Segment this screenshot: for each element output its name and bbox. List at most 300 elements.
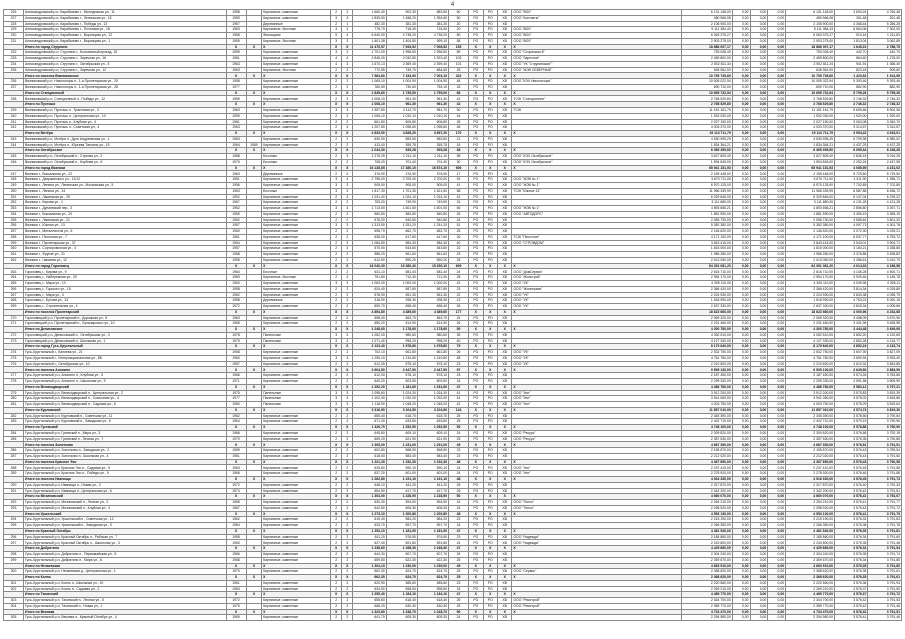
living-area-cell: 662,70 (386, 229, 417, 235)
year-commission-cell: X (246, 563, 262, 569)
management-org-cell: ООО "ВОХ" (512, 27, 681, 33)
wall-material-cell: Кирпичные, каменные (262, 482, 331, 488)
unit-cost-limit-cell: 442,70 (868, 50, 902, 56)
year-built-cell: 1962 (226, 517, 246, 523)
management-org-cell: ООО "Надежда" (512, 534, 681, 540)
zero-cell: 0,00 (750, 609, 768, 615)
wall-material-cell: X (262, 90, 331, 96)
method-cell: XB (497, 246, 511, 252)
residents-cell: 24 (449, 523, 469, 529)
living-area-cell: 606,80 (386, 119, 417, 125)
unit-cost-limit-cell: 3 819,30 (868, 407, 902, 413)
management-org-cell: ООО "Тепло" (512, 500, 681, 506)
zero-cell: 0,00 (768, 142, 786, 148)
residential-area-cell: 2 447,50 (417, 367, 448, 373)
year-built-cell: 1967 (226, 200, 246, 206)
zero-cell: 0,00 (768, 67, 786, 73)
residents-cell: 606 (449, 165, 469, 171)
wall-material-cell: Кирпичные, каменные (262, 540, 331, 546)
fund-cost-cell: 4 305 110,00 (786, 280, 835, 286)
year-built-cell: 1979 (226, 338, 246, 344)
residential-area-cell: 1 231,00 (417, 442, 448, 448)
floors-cell: 2 (331, 200, 342, 206)
total-area-cell: 578,90 (353, 292, 386, 298)
residents-cell: 101 (449, 61, 469, 67)
management-org-cell: X (512, 309, 681, 315)
residents-cell: 24 (449, 465, 469, 471)
fund-cost-cell: 4 734 470,00 (786, 609, 835, 615)
residential-area-cell: 905,00 (417, 182, 448, 188)
fund-cost-cell: 6 329 846,00 (786, 194, 835, 200)
residents-cell: 89 (449, 50, 469, 56)
unit-cost-limit-cell: 2 746,32 (868, 102, 902, 108)
entrances-cell: 2 (342, 598, 353, 604)
unit-cost-cell: 3 852,24 (835, 344, 868, 350)
management-org-cell: X (512, 102, 681, 108)
year-built-cell: X (226, 609, 246, 615)
entrances-cell: 2 (342, 540, 353, 546)
zero-cell: 0,00 (750, 159, 768, 165)
zero-cell: 0,00 (732, 390, 750, 396)
wall-material-cell: Кирпичные, каменные (262, 223, 331, 229)
living-area-cell: 1 735,50 (386, 90, 417, 96)
unit-cost-cell: 3 576,36 (835, 580, 868, 586)
floors-cell: 3 (331, 108, 342, 114)
fund-cost-cell: 2 304 240,00 (786, 551, 835, 557)
method-cell: PO (483, 471, 497, 477)
living-area-cell: 614,90 (386, 321, 417, 327)
entrances-cell: 2 (342, 419, 353, 425)
zero-cell: 0,00 (768, 33, 786, 39)
entrances-cell: 1 (342, 21, 353, 27)
residential-area-cell: 540,80 (417, 217, 448, 223)
year-built-cell: 1959 (226, 211, 246, 217)
address-cell: Александровский р-н, Струнино г., Октябрьская ул., 5 (24, 61, 227, 67)
floors-cell: 2 (331, 154, 342, 160)
zero-cell: 0,00 (750, 148, 768, 154)
fund-cost-cell: 4 761 780,00 (786, 355, 835, 361)
total-area-cell: 620,40 (353, 286, 386, 292)
total-area-cell: 612,30 (353, 361, 386, 367)
wall-material-cell: Кирпичные, каменные (262, 280, 331, 286)
fund-cost-cell: 1 815 000,00 (786, 246, 835, 252)
zero-cell: 0,00 (732, 448, 750, 454)
address-cell: Гусь-Хрустальный р-н, Анопино п., Школьная ул., 9 (24, 379, 227, 385)
method-cell: PO (483, 61, 497, 67)
method-cell: PO (469, 246, 483, 252)
floors-cell: X (331, 309, 342, 315)
zero-cell: 0,00 (768, 171, 786, 177)
fund-cost-cell: 2 210 600,00 (786, 361, 835, 367)
zero-cell: 0,00 (750, 38, 768, 44)
method-cell: XB (497, 136, 511, 142)
fund-cost-cell: 3 670 711,00 (786, 177, 835, 183)
unit-cost-cell: 3 576,37 (835, 586, 868, 592)
fund-cost-cell: 4 660 070,00 (786, 494, 835, 500)
management-org-cell: ООО "Жилсервис" (512, 286, 681, 292)
row-number: 233 (4, 56, 24, 62)
method-cell: PO (469, 56, 483, 62)
total-cost-cell: 65 941 151,93 (681, 165, 732, 171)
address-cell: Гусь-Хрустальный р-н, Вековка п., Красный Октябрь ул., 4 (24, 615, 227, 621)
method-cell: PO (483, 379, 497, 385)
residential-area-cell: 1 759,00 (417, 90, 448, 96)
residential-area-cell: 381,30 (417, 21, 448, 27)
residents-cell: 79 (449, 344, 469, 350)
total-cost-cell: 2 155 870,00 (681, 448, 732, 454)
total-cost-cell: 2 368 620,00 (681, 569, 732, 575)
total-area-cell: 1 839,50 (353, 15, 386, 21)
zero-cell: 0,00 (732, 425, 750, 431)
zero-cell: 0,00 (732, 194, 750, 200)
zero-cell: 0,00 (750, 557, 768, 563)
total-area-cell: 642,80 (353, 505, 386, 511)
residents-cell: 47 (449, 546, 469, 552)
row-number: 286 (4, 448, 24, 454)
total-cost-cell: 4 003 750,00 (681, 402, 732, 408)
year-commission-cell: X (246, 528, 262, 534)
total-area-cell: 2 123,40 (353, 344, 386, 350)
method-cell: XB (497, 240, 511, 246)
total-area-cell: 659,20 (353, 436, 386, 442)
residents-cell: 42 (449, 402, 469, 408)
address-cell: Вязники г., Ленина ул., Ленинская ул., Московская ул., 5 (24, 182, 227, 188)
address-cell: Гороховец г., Горького ул., 15 (24, 286, 227, 292)
fund-cost-cell: 2 389 770,00 (786, 603, 835, 609)
year-built-cell: 1963 (226, 125, 246, 131)
wall-material-cell: X (262, 148, 331, 154)
method-cell: XB (497, 315, 511, 321)
address-cell: Итого по город Вязники (24, 165, 227, 171)
residents-cell: 24 (449, 217, 469, 223)
method-cell: PO (483, 557, 497, 563)
total-cost-cell: 2 317 870,00 (681, 482, 732, 488)
zero-cell: 0,00 (732, 21, 750, 27)
method-cell: PO (469, 194, 483, 200)
zero-cell: 0,00 (732, 361, 750, 367)
address-cell: Гусь-Хрустальный р-н, Иванищи п., Новая ул., 3 (24, 482, 227, 488)
entrances-cell: 2 (342, 453, 353, 459)
unit-cost-limit-cell: 3 791,94 (868, 580, 902, 586)
method-cell: PO (469, 113, 483, 119)
total-area-cell: 698,70 (353, 229, 386, 235)
year-built-cell: 1977 (226, 84, 246, 90)
wall-material-cell: X (262, 425, 331, 431)
unit-cost-limit-cell: 3 792,07 (868, 494, 902, 500)
year-built-cell: 1952 (226, 206, 246, 212)
year-built-cell: 1971 (226, 379, 246, 385)
zero-cell: 0,00 (750, 488, 768, 494)
year-built-cell: X (226, 425, 246, 431)
year-built-cell: 1976 (226, 159, 246, 165)
zero-cell: 0,00 (768, 615, 786, 621)
method-cell: PO (483, 27, 497, 33)
unit-cost-cell: 6 799,98 (835, 136, 868, 142)
total-area-cell: 751,80 (353, 275, 386, 281)
table-row (4, 615, 902, 621)
address-cell: Итого по Курловский (24, 407, 227, 413)
method-cell: X (497, 563, 511, 569)
wall-material-cell: Кирпичные, каменные (262, 125, 331, 131)
zero-cell: 0,00 (750, 575, 768, 581)
zero-cell: 0,00 (732, 482, 750, 488)
management-org-cell: ООО "УК "Струнинская"" (512, 61, 681, 67)
unit-cost-limit-cell: 3 628,98 (868, 321, 902, 327)
residents-cell: 50 (449, 108, 469, 114)
total-area-cell: 645,80 (353, 430, 386, 436)
entrances-cell: X (342, 148, 353, 154)
zero-cell: 0,00 (768, 27, 786, 33)
year-commission-cell: X (246, 384, 262, 390)
unit-cost-cell: 1 423,52 (835, 73, 868, 79)
fund-cost-cell: 4 516 330,00 (786, 477, 835, 483)
unit-cost-limit-cell: 7 702,89 (868, 182, 902, 188)
floors-cell: 3 (331, 15, 342, 21)
zero-cell: 0,00 (768, 557, 786, 563)
method-cell: X (469, 327, 483, 333)
residents-cell: 48 (449, 355, 469, 361)
table-body (4, 10, 902, 621)
unit-cost-limit-cell: 4 131,28 (868, 200, 902, 206)
wall-material-cell: Кирпичные, каменные (262, 500, 331, 506)
management-org-cell: ООО "ВОХ" (512, 33, 681, 39)
residents-cell: 66 (449, 90, 469, 96)
living-area-cell: 961,30 (386, 102, 417, 108)
unit-cost-limit-cell: 6 753,72 (868, 234, 902, 240)
fund-cost-cell: 2 294 980,00 (786, 615, 835, 621)
management-org-cell: X (512, 44, 681, 50)
address-cell: Гусь-Хрустальный р-н, Гусевский п., Мира ул., 3 (24, 430, 227, 436)
entrances-cell: 3 (342, 206, 353, 212)
zero-cell: 0,00 (768, 453, 786, 459)
living-area-cell: 2 112,70 (386, 108, 417, 114)
total-cost-cell: 10 005 022,94 (681, 79, 732, 85)
living-area-cell: 355,78 (386, 142, 417, 148)
total-area-cell: 1 253,10 (353, 528, 386, 534)
method-cell: X (497, 90, 511, 96)
row-number: 245 (4, 154, 24, 160)
total-cost-cell: 2 357 530,00 (681, 436, 732, 442)
method-cell: PO (483, 436, 497, 442)
entrances-cell: 2 (342, 159, 353, 165)
method-cell: XB (497, 500, 511, 506)
method-cell: XB (497, 96, 511, 102)
address-cell: Гусь-Хрустальный р-н, Красный Октябрь п., Рабочая ул., 7 (24, 534, 227, 540)
total-area-cell: 6 640,00 (353, 33, 386, 39)
row-number: 237 (4, 84, 24, 90)
zero-cell: 0,00 (732, 505, 750, 511)
address-cell: Гороховецкий р-н, Пролетарский п., Дорожная ул., 5 (24, 315, 227, 321)
row-number: 259 (4, 240, 24, 246)
unit-cost-limit-cell: 9 393,46 (868, 79, 902, 85)
entrances-cell: 2 (342, 136, 353, 142)
zero-cell: 0,00 (732, 96, 750, 102)
wall-material-cell: Кирпичные, каменные (262, 350, 331, 356)
living-area-cell: 1 248,70 (386, 609, 417, 615)
zero-cell: 0,00 (768, 229, 786, 235)
address-cell: Гусь-Хрустальный р-н, Уршельский п., Заводская ул., 9 (24, 523, 227, 529)
total-area-cell: 1 044,30 (353, 148, 386, 154)
zero-cell: 0,00 (768, 338, 786, 344)
row-number: 248 (4, 177, 24, 183)
floors-cell: 2 (331, 84, 342, 90)
residential-area-cell: 1 601,00 (417, 206, 448, 212)
floors-cell: 2 (331, 569, 342, 575)
method-cell: XB (497, 171, 511, 177)
residential-area-cell: 1 251,20 (417, 223, 448, 229)
method-cell: X (497, 511, 511, 517)
row-number: 228 (4, 21, 24, 27)
entrances-cell: 2 (342, 373, 353, 379)
wall-material-cell: Кирпичные, каменные (262, 465, 331, 471)
row-number: 242 (4, 125, 24, 131)
unit-cost-limit-cell: 3 267,71 (868, 206, 902, 212)
zero-cell: 0,00 (768, 159, 786, 165)
zero-cell: 0,00 (732, 73, 750, 79)
floors-cell: 2 (331, 125, 342, 131)
residential-area-cell: 1 248,70 (417, 609, 448, 615)
zero-cell: 0,00 (732, 125, 750, 131)
total-cost-cell: 2 231 460,00 (681, 321, 732, 327)
entrances-cell: 3 (342, 182, 353, 188)
year-built-cell: X (226, 44, 246, 50)
zero-cell: 0,00 (732, 38, 750, 44)
method-cell: PO (469, 10, 483, 16)
method-cell: PO (469, 84, 483, 90)
total-area-cell: 1 313,50 (353, 223, 386, 229)
zero-cell: 0,00 (768, 379, 786, 385)
year-commission-cell: X (246, 367, 262, 373)
method-cell: PO (483, 286, 497, 292)
total-area-cell: 640,20 (353, 379, 386, 385)
total-cost-cell: 2 903 275,00 (681, 38, 732, 44)
zero-cell: 0,00 (732, 384, 750, 390)
zero-cell: 0,00 (750, 586, 768, 592)
method-cell: PO (469, 15, 483, 21)
total-area-cell: 637,20 (353, 471, 386, 477)
residential-area-cell: 1 048,20 (417, 402, 448, 408)
zero-cell: 0,00 (732, 534, 750, 540)
living-area-cell: 980,60 (386, 332, 417, 338)
entrances-cell: X (342, 477, 353, 483)
wall-material-cell: Кирпичные, каменные (262, 61, 331, 67)
address-cell: Итого по Добрятино (24, 546, 227, 552)
total-cost-cell: 2 342 200,00 (681, 488, 732, 494)
unit-cost-limit-cell: 4 146,78 (868, 275, 902, 281)
zero-cell: 0,00 (768, 206, 786, 212)
residential-area-cell: 575,10 (417, 361, 448, 367)
living-area-cell: 598,50 (386, 586, 417, 592)
address-cell: Итого по поселок Красное Эхо (24, 459, 227, 465)
year-built-cell: 1972 (226, 482, 246, 488)
address-cell: Вязники г., Вокзальная ул., 22 (24, 171, 227, 177)
living-area-cell: 624,70 (386, 569, 417, 575)
entrances-cell: X (342, 327, 353, 333)
residents-cell: 28 (449, 275, 469, 281)
total-cost-cell: 2 294 980,00 (681, 615, 732, 621)
floors-cell: 2 (331, 482, 342, 488)
entrances-cell: 3 (342, 154, 353, 160)
method-cell: PO (483, 234, 497, 240)
residents-cell: 44 (449, 113, 469, 119)
management-org-cell: X (512, 263, 681, 269)
method-cell: X (469, 131, 483, 137)
zero-cell: 0,00 (750, 350, 768, 356)
total-cost-cell: 18 623 660,00 (681, 309, 732, 315)
unit-cost-limit-cell: 3 790,90 (868, 425, 902, 431)
wall-material-cell: Блочные (262, 269, 331, 275)
wall-material-cell: X (262, 165, 331, 171)
living-area-cell: 1 032,00 (386, 396, 417, 402)
zero-cell: 0,00 (768, 528, 786, 534)
management-org-cell: ООО "Уют" (512, 465, 681, 471)
entrances-cell: X (342, 131, 353, 137)
method-cell: X (483, 609, 497, 615)
unit-cost-limit-cell: 3 670,96 (868, 315, 902, 321)
living-area-cell: 630,30 (386, 603, 417, 609)
entrances-cell: 2 (342, 586, 353, 592)
address-cell: Александровский р-н, Карабаново г., Молодежная ул., 11 (24, 10, 227, 16)
year-commission-cell: X (246, 592, 262, 598)
residential-area-cell: 998,20 (417, 338, 448, 344)
entrances-cell: 2 (342, 603, 353, 609)
method-cell: PO (469, 125, 483, 131)
zero-cell: 0,00 (768, 240, 786, 246)
fund-cost-cell: 1 986 280,00 (786, 252, 835, 258)
total-cost-cell: 6 131 148,00 (681, 10, 732, 16)
zero-cell: 0,00 (750, 321, 768, 327)
zero-cell: 0,00 (750, 33, 768, 39)
unit-cost-cell: 1 645,22 (835, 44, 868, 50)
year-built-cell: X (226, 102, 246, 108)
year-built-cell: 1952 (226, 194, 246, 200)
method-cell: PO (483, 96, 497, 102)
total-cost-cell: 2 368 620,00 (681, 575, 732, 581)
residential-area-cell: 376,90 (417, 171, 448, 177)
total-cost-cell: 2 224 930,00 (681, 292, 732, 298)
unit-cost-cell: 3 578,29 (835, 402, 868, 408)
method-cell: PO (483, 188, 497, 194)
method-cell: PO (483, 361, 497, 367)
living-area-cell: 563,70 (386, 315, 417, 321)
zero-cell: 0,00 (732, 557, 750, 563)
zero-cell: 0,00 (732, 413, 750, 419)
zero-cell: 0,00 (768, 402, 786, 408)
row-number: 232 (4, 50, 24, 56)
year-built-cell: X (226, 442, 246, 448)
unit-cost-limit-cell: 4 043,01 (868, 131, 902, 137)
method-cell: PO (469, 430, 483, 436)
address-cell: Гусь-Хрустальный р-н, Добрятино п., Мира ул., 8 (24, 557, 227, 563)
year-built-cell: X (226, 477, 246, 483)
entrances-cell: X (342, 546, 353, 552)
address-cell: Вязниковский р-н, Октябрьский п., Стрелка ул., 2 (24, 154, 227, 160)
zero-cell: 0,00 (750, 419, 768, 425)
zero-cell: 0,00 (768, 102, 786, 108)
residential-area-cell: 2 700,00 (417, 177, 448, 183)
residential-area-cell: 298,30 (417, 298, 448, 304)
year-built-cell: 1970 (226, 436, 246, 442)
wall-material-cell: Кирпичные, каменные (262, 448, 331, 454)
zero-cell: 0,00 (768, 10, 786, 16)
entrances-cell: 3 (342, 194, 353, 200)
fund-cost-cell: 65 941 151,93 (786, 165, 835, 171)
unit-cost-limit-cell: 4 025,89 (868, 286, 902, 292)
floors-cell: 2 (331, 361, 342, 367)
living-area-cell: 597,70 (386, 523, 417, 529)
entrances-cell: 2 (342, 84, 353, 90)
zero-cell: 0,00 (732, 200, 750, 206)
